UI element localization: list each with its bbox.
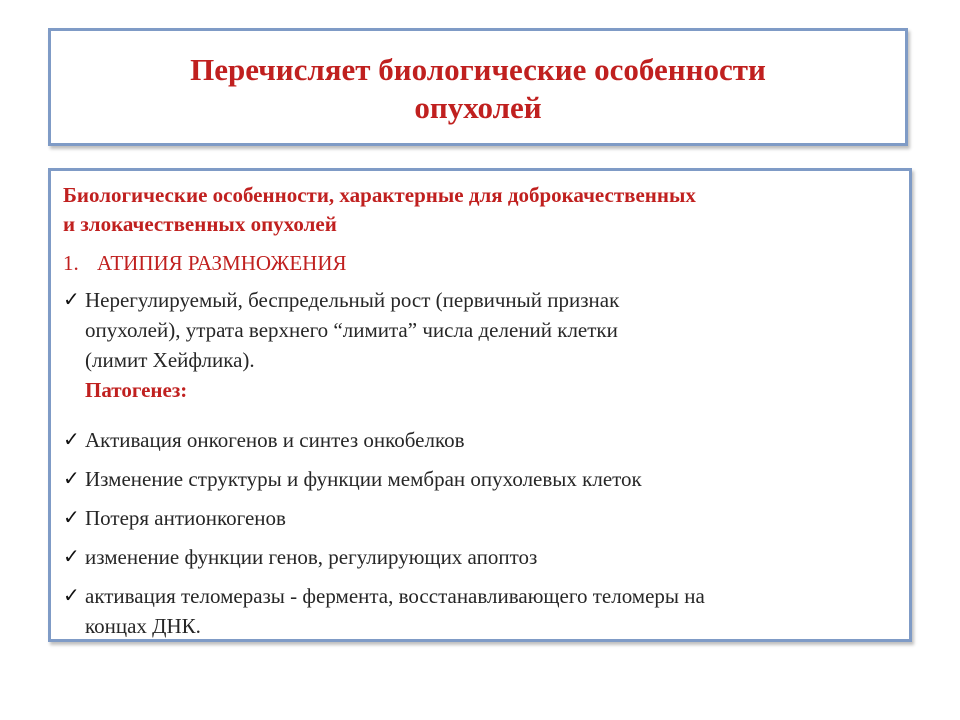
list-item-line: активация теломеразы - фермента, восстанавливающего теломеры на: [85, 584, 705, 608]
slide-title: [51, 51, 905, 127]
list-item: [63, 542, 903, 572]
content-box: [48, 168, 912, 642]
intro-heading: [63, 181, 893, 239]
list-item: [63, 503, 903, 533]
check-icon: ✓: [63, 289, 80, 311]
numbered-heading: [63, 249, 347, 278]
list-item-line: Потеря антионкогенов: [85, 506, 286, 530]
intro-line-2: и злокачественных опухолей: [63, 212, 337, 236]
list-item-line: Активация онкогенов и синтез онкобелков: [85, 428, 465, 452]
pathogenesis-label: Патогенез:: [85, 378, 188, 402]
check-icon: ✓: [63, 429, 80, 451]
intro-line-1: Биологические особенности, характерные для доброкачественных: [63, 183, 696, 207]
list-item-line: опухолей), утрата верхнего “лимита” числа делений клетки: [85, 318, 618, 342]
list-item: [63, 285, 903, 405]
title-line-2: опухолей: [414, 90, 542, 125]
check-icon: ✓: [63, 507, 80, 529]
list-item: [63, 464, 903, 494]
check-icon: ✓: [63, 546, 80, 568]
list-item-line: изменение функции генов, регулирующих апоптоз: [85, 545, 538, 569]
list-item-line: Нерегулируемый, беспредельный рост (первичный признак: [85, 288, 620, 312]
list-item: [63, 581, 903, 641]
title-box: [48, 28, 908, 146]
check-icon: ✓: [63, 468, 80, 490]
list-item: [63, 425, 903, 455]
numbered-heading-text: АТИПИЯ РАЗМНОЖЕНИЯ: [97, 251, 347, 275]
list-item-line: концах ДНК.: [85, 614, 201, 638]
numbered-heading-number: 1.: [63, 251, 79, 275]
title-line-1: Перечисляет биологические особенности: [190, 52, 766, 87]
list-item-line: (лимит Хейфлика).: [85, 348, 255, 372]
list-item-line: Изменение структуры и функции мембран опухолевых клеток: [85, 467, 642, 491]
check-icon: ✓: [63, 585, 80, 607]
